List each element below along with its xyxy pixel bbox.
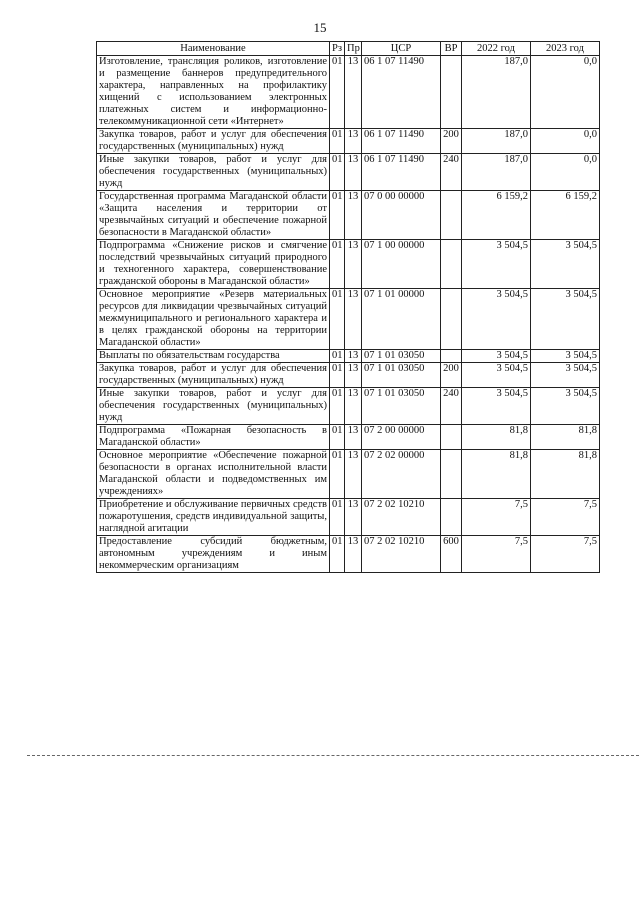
cell-name: Закупка товаров, работ и услуг для обеспечения государственных (муниципальных) нужд (97, 129, 330, 154)
cell-pr: 13 (345, 129, 362, 154)
cell-pr: 13 (345, 350, 362, 363)
cell-2023: 3 504,5 (531, 289, 600, 350)
cell-csr: 07 2 02 10210 (362, 536, 441, 573)
cell-rz: 01 (330, 350, 345, 363)
cell-name: Иные закупки товаров, работ и услуг для обеспечения государственных (муниципальных) нужд (97, 388, 330, 425)
table-row (97, 536, 600, 573)
cell-rz: 01 (330, 499, 345, 536)
cell-rz: 01 (330, 240, 345, 289)
cell-2022: 187,0 (462, 154, 531, 191)
cell-2022: 3 504,5 (462, 363, 531, 388)
cell-rz: 01 (330, 191, 345, 240)
table-row (97, 450, 600, 499)
page-number: 15 (313, 20, 327, 35)
cell-rz: 01 (330, 450, 345, 499)
cell-vr: 240 (441, 154, 462, 191)
table-row (97, 56, 600, 129)
cell-pr: 13 (345, 240, 362, 289)
table-row (97, 154, 600, 191)
cell-rz: 01 (330, 56, 345, 129)
table-row (97, 425, 600, 450)
cell-name: Предоставление субсидий бюджетным, автономным учреждениям и иным некоммерческим организациям (97, 536, 330, 573)
header-2023: 2023 год (531, 42, 600, 56)
cell-csr: 07 1 00 00000 (362, 240, 441, 289)
cell-pr: 13 (345, 499, 362, 536)
cell-2022: 7,5 (462, 536, 531, 573)
cell-vr (441, 450, 462, 499)
cell-vr (441, 56, 462, 129)
cell-2022: 81,8 (462, 425, 531, 450)
cell-rz: 01 (330, 536, 345, 573)
cell-2022: 187,0 (462, 56, 531, 129)
cell-name: Подпрограмма «Снижение рисков и смягчение последствий чрезвычайных ситуаций природного и техногенного характера, совершенствование гражданской обороны в Магаданской области» (97, 240, 330, 289)
table-row (97, 499, 600, 536)
table-row (97, 350, 600, 363)
cell-name: Выплаты по обязательствам государства (97, 350, 330, 363)
cell-vr: 200 (441, 363, 462, 388)
cell-2023: 7,5 (531, 536, 600, 573)
header-name: Наименование (97, 42, 330, 56)
cell-2023: 81,8 (531, 450, 600, 499)
cell-pr: 13 (345, 191, 362, 240)
cell-csr: 07 2 02 10210 (362, 499, 441, 536)
table-row (97, 240, 600, 289)
cell-csr: 06 1 07 11490 (362, 56, 441, 129)
header-vr: ВР (441, 42, 462, 56)
header-rz: Рз (330, 42, 345, 56)
cell-2023: 0,0 (531, 56, 600, 129)
cell-csr: 07 2 00 00000 (362, 425, 441, 450)
cell-rz: 01 (330, 363, 345, 388)
cell-rz: 01 (330, 154, 345, 191)
cell-vr: 200 (441, 129, 462, 154)
table-header-row (97, 42, 600, 56)
cell-csr: 07 1 01 03050 (362, 388, 441, 425)
cell-name: Основное мероприятие «Обеспечение пожарной безопасности в органах исполнительной власти Магаданской области и подведомственных им учреждениях» (97, 450, 330, 499)
cell-name: Подпрограмма «Пожарная безопасность в Магаданской области» (97, 425, 330, 450)
cell-2023: 3 504,5 (531, 240, 600, 289)
cell-2023: 7,5 (531, 499, 600, 536)
cell-2022: 187,0 (462, 129, 531, 154)
budget-table (96, 41, 600, 573)
cell-2023: 6 159,2 (531, 191, 600, 240)
header-2022: 2022 год (462, 42, 531, 56)
table-body (97, 56, 600, 573)
cell-vr (441, 289, 462, 350)
cell-pr: 13 (345, 56, 362, 129)
cell-pr: 13 (345, 536, 362, 573)
cell-pr: 13 (345, 425, 362, 450)
footer-divider (27, 755, 639, 756)
cell-pr: 13 (345, 450, 362, 499)
cell-vr (441, 350, 462, 363)
cell-pr: 13 (345, 289, 362, 350)
cell-2022: 3 504,5 (462, 289, 531, 350)
cell-rz: 01 (330, 425, 345, 450)
cell-pr: 13 (345, 363, 362, 388)
cell-csr: 07 1 01 03050 (362, 350, 441, 363)
cell-csr: 06 1 07 11490 (362, 154, 441, 191)
cell-csr: 07 1 01 03050 (362, 363, 441, 388)
cell-vr (441, 499, 462, 536)
cell-name: Изготовление, трансляция роликов, изготовление и размещение баннеров предупредительного характера, направленных на профилактику хищений с использованием электронных платежных систем и информационно-телекоммуникационной сети «Интернет» (97, 56, 330, 129)
cell-name: Государственная программа Магаданской области «Защита населения и территории от чрезвычайных ситуаций и обеспечение пожарной безопасности в Магаданской области» (97, 191, 330, 240)
table-row (97, 363, 600, 388)
cell-vr: 600 (441, 536, 462, 573)
cell-pr: 13 (345, 388, 362, 425)
cell-2022: 3 504,5 (462, 388, 531, 425)
header-csr: ЦСР (362, 42, 441, 56)
cell-2023: 3 504,5 (531, 363, 600, 388)
cell-2022: 7,5 (462, 499, 531, 536)
cell-vr (441, 240, 462, 289)
table-row (97, 289, 600, 350)
cell-2023: 0,0 (531, 154, 600, 191)
cell-2022: 81,8 (462, 450, 531, 499)
cell-name: Приобретение и обслуживание первичных средств пожаротушения, средств индивидуальной защиты, наглядной агитации (97, 499, 330, 536)
cell-rz: 01 (330, 129, 345, 154)
cell-2023: 3 504,5 (531, 350, 600, 363)
table-row (97, 129, 600, 154)
cell-csr: 07 2 02 00000 (362, 450, 441, 499)
cell-name: Основное мероприятие «Резерв материальных ресурсов для ликвидации чрезвычайных ситуаций межмуниципального и регионального характера и в целях гражданской обороны на территории Магаданской области» (97, 289, 330, 350)
cell-csr: 07 1 01 00000 (362, 289, 441, 350)
cell-2023: 81,8 (531, 425, 600, 450)
cell-vr: 240 (441, 388, 462, 425)
cell-vr (441, 191, 462, 240)
cell-2023: 0,0 (531, 129, 600, 154)
table-row (97, 388, 600, 425)
cell-vr (441, 425, 462, 450)
table-row (97, 191, 600, 240)
cell-2023: 3 504,5 (531, 388, 600, 425)
cell-rz: 01 (330, 289, 345, 350)
cell-name: Иные закупки товаров, работ и услуг для обеспечения государственных (муниципальных) нужд (97, 154, 330, 191)
cell-csr: 07 0 00 00000 (362, 191, 441, 240)
header-pr: Пр (345, 42, 362, 56)
cell-csr: 06 1 07 11490 (362, 129, 441, 154)
cell-pr: 13 (345, 154, 362, 191)
cell-2022: 3 504,5 (462, 240, 531, 289)
cell-rz: 01 (330, 388, 345, 425)
cell-2022: 6 159,2 (462, 191, 531, 240)
cell-2022: 3 504,5 (462, 350, 531, 363)
cell-name: Закупка товаров, работ и услуг для обеспечения государственных (муниципальных) нужд (97, 363, 330, 388)
